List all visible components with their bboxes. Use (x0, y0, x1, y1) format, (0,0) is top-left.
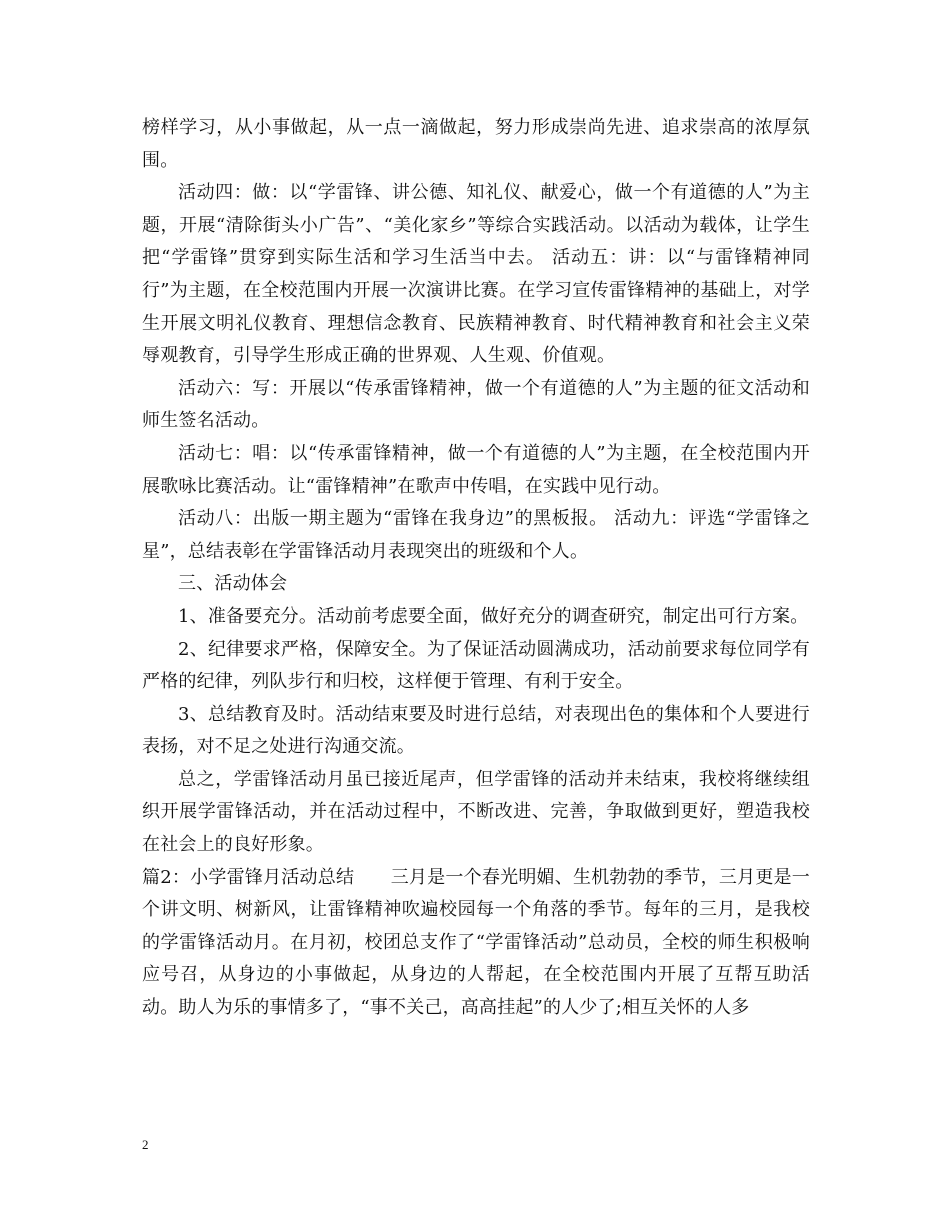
paragraph-activity-six: 活动六：写：开展以“传承雷锋精神，做一个有道德的人”为主题的征文活动和师生签名活动。 (142, 377, 810, 432)
paragraph-experience-two: 2、纪律要求严格，保障安全。为了保证活动圆满成功，活动前要求每位同学有严格的纪律，列队步行和归校，这样便于管理、有利于安全。 (142, 638, 810, 693)
document-body (142, 112, 810, 1025)
paragraph-experience-three: 3、总结教育及时。活动结束要及时进行总结，对表现出色的集体和个人要进行表扬，对不足之处进行沟通交流。 (142, 703, 810, 758)
paragraph-activity-four-five: 活动四：做：以“学雷锋、讲公德、知礼仪、献爱心，做一个有道德的人”为主题，开展“清除街头小广告”、“美化家乡”等综合实践活动。以活动为载体，让学生把“学雷锋”贯穿到实际生活和学习生活当中去。 活动五：讲：以“与雷锋精神同行”为主题，在全校范围内开展一次演讲比赛。在学习宣传雷锋精神的基础上，对学生开展文明礼仪教育、理想信念教育、民族精神教育、时代精神教育和社会主义荣辱观教育，引导学生形成正确的世界观、人生观、价值观。 (142, 182, 810, 367)
paragraph-activity-seven: 活动七：唱：以“传承雷锋精神，做一个有道德的人”为主题，在全校范围内开展歌咏比赛活动。让“雷锋精神”在歌声中传唱，在实践中见行动。 (142, 442, 810, 497)
paragraph-experience-one: 1、准备要充分。活动前考虑要全面，做好充分的调查研究，制定出可行方案。 (178, 605, 809, 627)
page-number: 2 (142, 1137, 149, 1152)
paragraph-article-two: 篇2：小学雷锋月活动总结 三月是一个春光明媚、生机勃勃的季节，三月更是一个讲文明、树新风，让雷锋精神吹遍校园每一个角落的季节。每年的三月，是我校的学雷锋活动月。在月初，校团总支作了“学雷锋活动”总动员，全校的师生积极响应号召，从身边的小事做起，从身边的人帮起，在全校范围内开展了互帮互助活动。助人为乐的事情多了，“事不关己，高高挂起”的人少了;相互关怀的人多 (142, 866, 810, 1019)
paragraph-continuation: 榜样学习，从小事做起，从一点一滴做起，努力形成崇尚先进、追求崇高的浓厚氛围。 (142, 117, 810, 171)
paragraph-activity-eight-nine: 活动八：出版一期主题为“雷锋在我身边”的黑板报。 活动九：评选“学雷锋之星”，总结表彰在学雷锋活动月表现突出的班级和个人。 (142, 508, 810, 562)
section-heading-experience: 三、活动体会 (178, 573, 288, 595)
paragraph-conclusion: 总之，学雷锋活动月虽已接近尾声，但学雷锋的活动并未结束，我校将继续组织开展学雷锋活动，并在活动过程中，不断改进、完善，争取做到更好，塑造我校在社会上的良好形象。 (142, 768, 810, 856)
